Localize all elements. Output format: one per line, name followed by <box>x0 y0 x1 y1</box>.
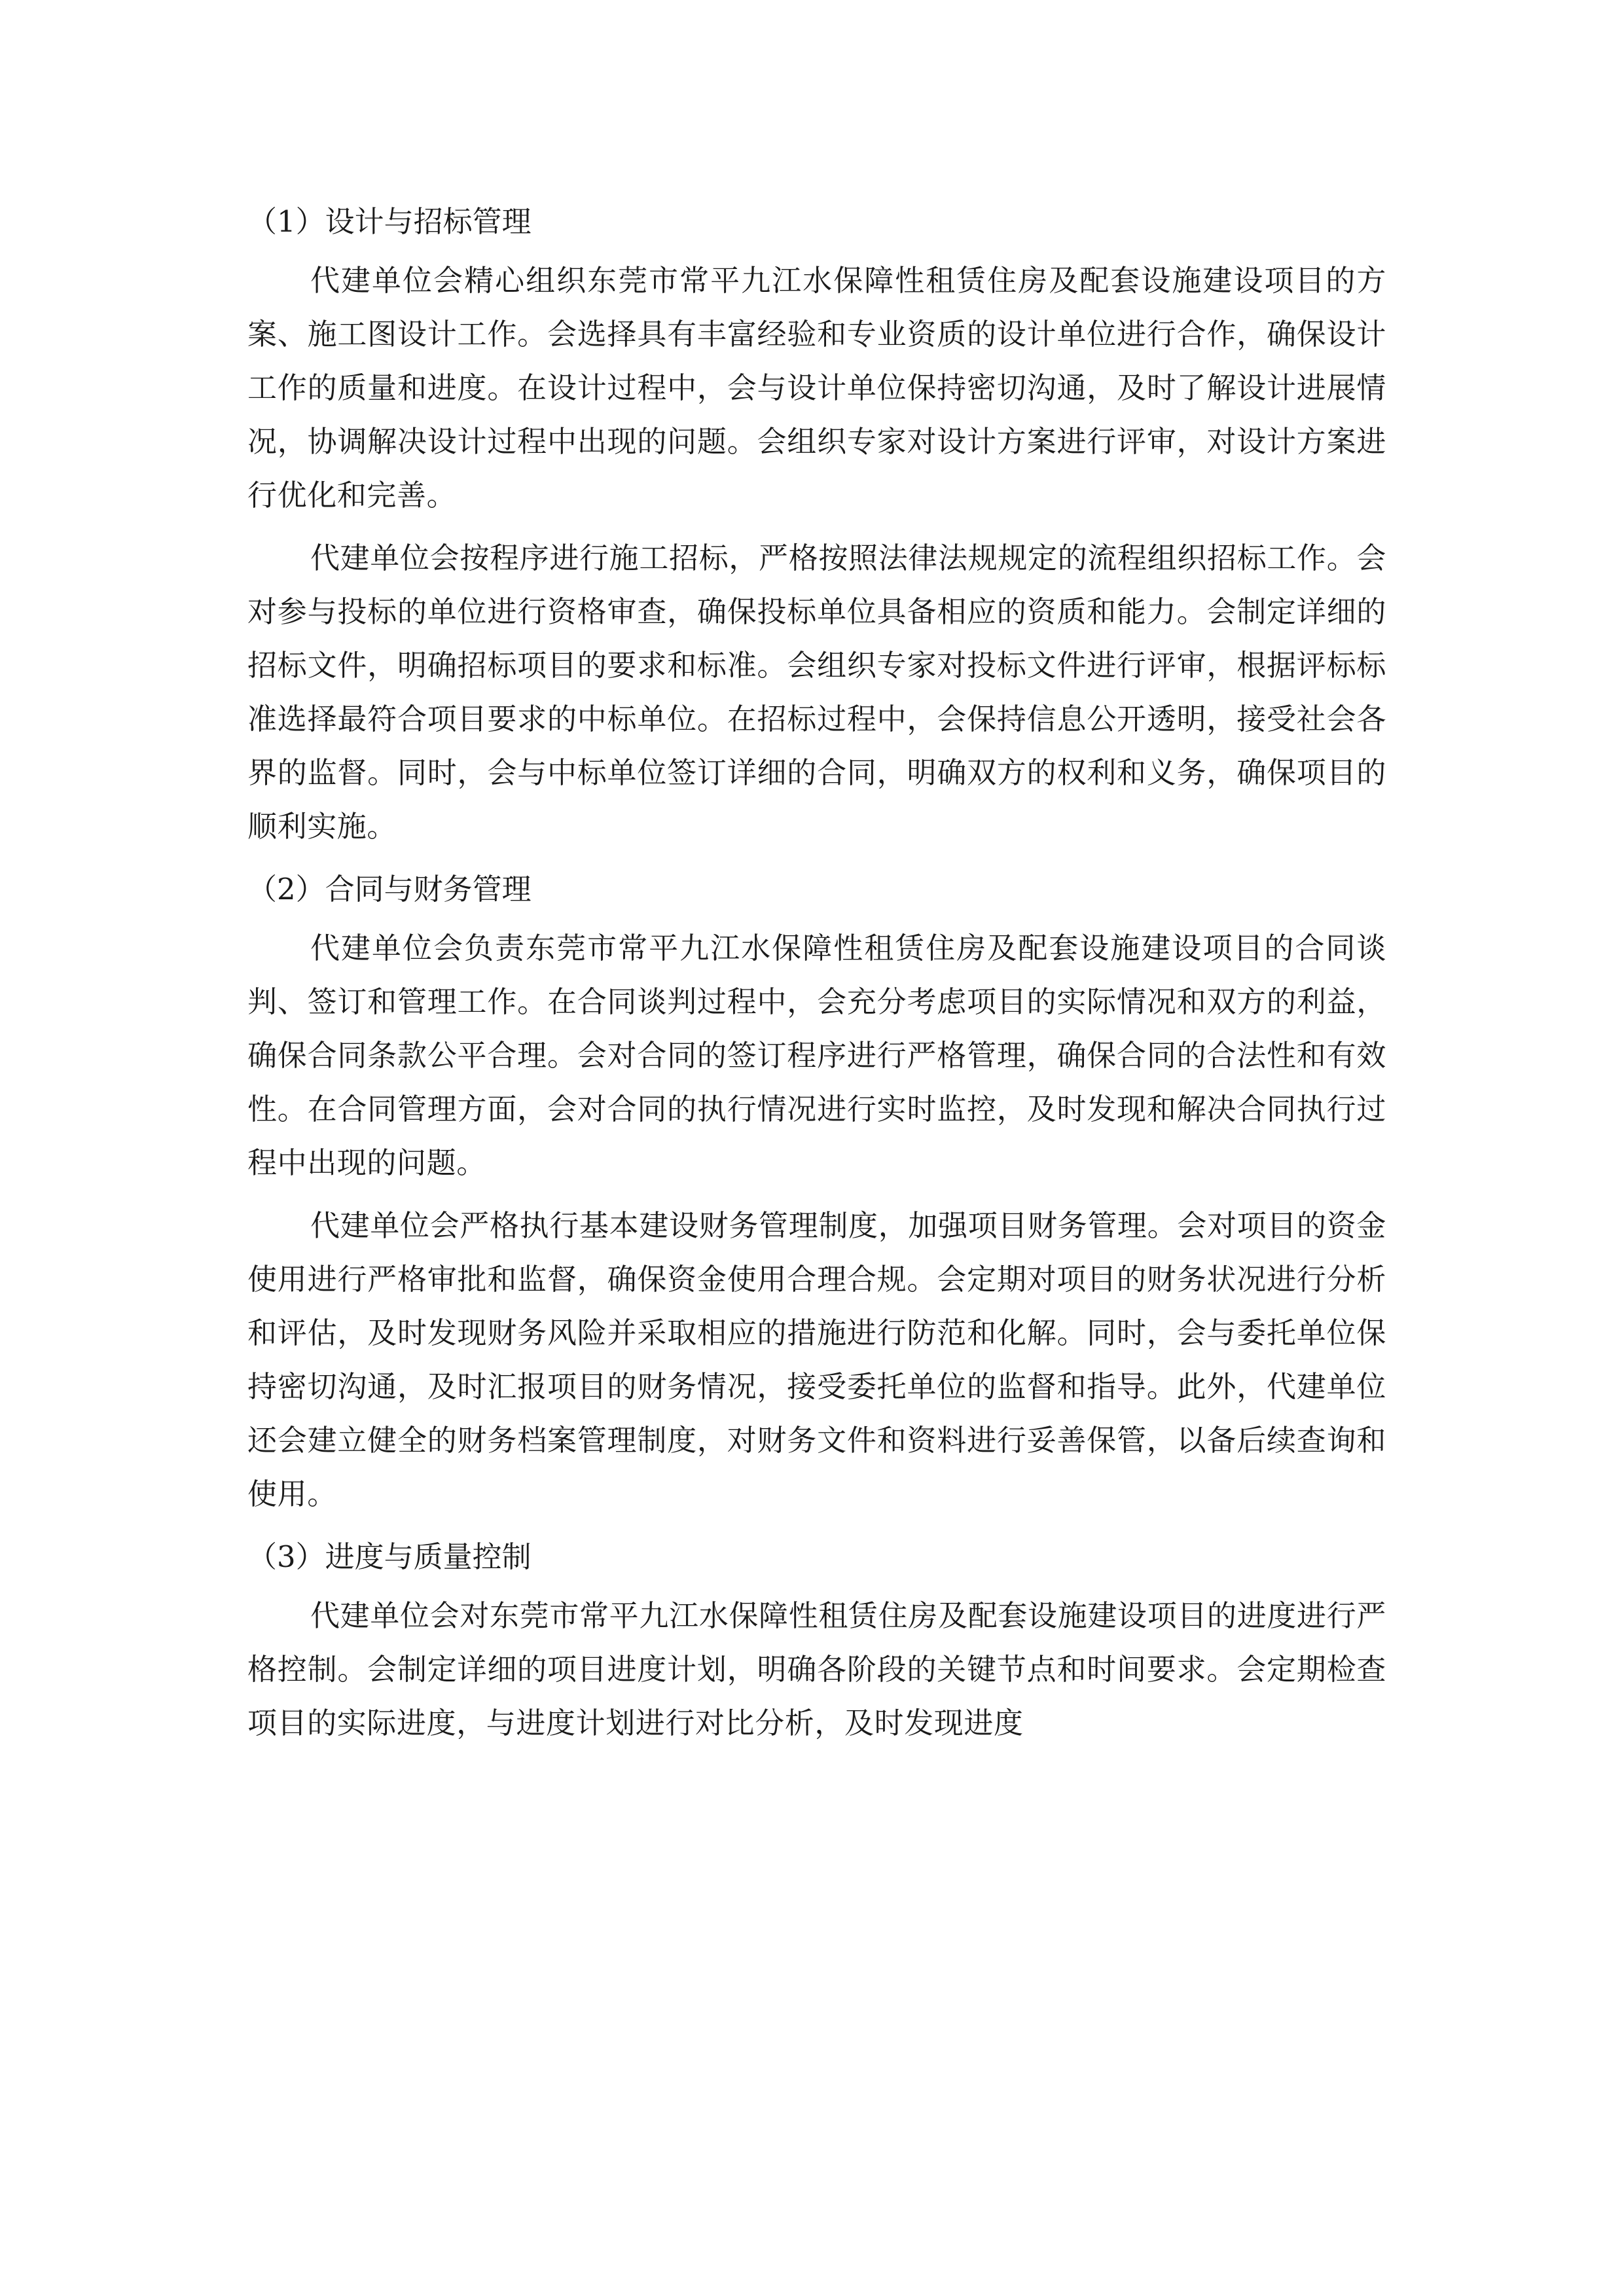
paragraph: 代建单位会按程序进行施工招标，严格按照法律法规规定的流程组织招标工作。会对参与投标的单位进行资格审查，确保投标单位具备相应的资质和能力。会制定详细的招标文件，明确招标项目的要求和标准。会组织专家对投标文件进行评审，根据评标标准选择最符合项目要求的中标单位。在招标过程中，会保持信息公开透明，接受社会各界的监督。同时，会与中标单位签订详细的合同，明确双方的权利和义务，确保项目的顺利实施。 <box>247 541 1386 844</box>
document-body <box>247 195 1386 1759</box>
section-heading: （3）进度与质量控制 <box>247 1539 532 1574</box>
section-design-bidding <box>247 195 1386 853</box>
section-heading: （1）设计与招标管理 <box>247 204 532 239</box>
paragraph: 代建单位会精心组织东莞市常平九江水保障性租赁住房及配套设施建设项目的方案、施工图设计工作。会选择具有丰富经验和专业资质的设计单位进行合作，确保设计工作的质量和进度。在设计过程中，会与设计单位保持密切沟通，及时了解设计进展情况，协调解决设计过程中出现的问题。会组织专家对设计方案进行评审，对设计方案进行优化和完善。 <box>247 263 1386 512</box>
paragraph: 代建单位会严格执行基本建设财务管理制度，加强项目财务管理。会对项目的资金使用进行严格审批和监督，确保资金使用合理合规。会定期对项目的财务状况进行分析和评估，及时发现财务风险并采取相应的措施进行防范和化解。同时，会与委托单位保持密切沟通，及时汇报项目的财务情况，接受委托单位的监督和指导。此外，代建单位还会建立健全的财务档案管理制度，对财务文件和资料进行妥善保管，以备后续查询和使用。 <box>247 1208 1386 1511</box>
section-schedule-quality <box>247 1530 1386 1750</box>
paragraph: 代建单位会对东莞市常平九江水保障性租赁住房及配套设施建设项目的进度进行严格控制。会制定详细的项目进度计划，明确各阶段的关键节点和时间要求。会定期检查项目的实际进度，与进度计划进行对比分析，及时发现进度 <box>247 1598 1386 1740</box>
section-heading: （2）合同与财务管理 <box>247 872 532 906</box>
paragraph: 代建单位会负责东莞市常平九江水保障性租赁住房及配套设施建设项目的合同谈判、签订和管理工作。在合同谈判过程中，会充分考虑项目的实际情况和双方的利益，确保合同条款公平合理。会对合同的签订程序进行严格管理，确保合同的合法性和有效性。在合同管理方面，会对合同的执行情况进行实时监控，及时发现和解决合同执行过程中出现的问题。 <box>247 931 1386 1180</box>
section-contract-finance <box>247 863 1386 1521</box>
